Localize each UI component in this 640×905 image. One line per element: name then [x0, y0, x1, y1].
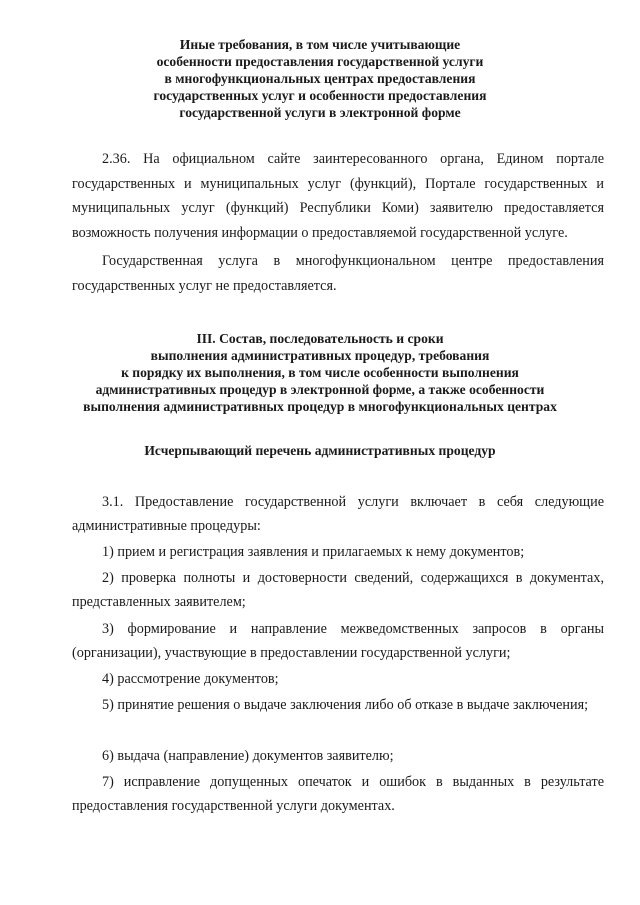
paragraph-2-36: 2.36. На официальном сайте заинтересованного органа, Едином портале государственных и муниципальных услуг (функций), Портале государственных и муниципальных услуг (функций) Республики Коми) заявителю предоставляется возможность получения информации о предоставляемой государственной услуге. — [72, 151, 604, 242]
heading-line: административных процедур в электронной форме, а также особенности — [95, 382, 545, 397]
list-item-7: 7) исправление допущенных опечаток и ошибок в выданных в результате предоставления государственной услуги документах. — [72, 774, 604, 815]
heading-line: к порядку их выполнения, в том числе особенности выполнения — [121, 365, 519, 380]
heading-line: III. Состав, последовательность и сроки — [196, 331, 444, 346]
paragraph-3-1: 3.1. Предоставление государственной услуги включает в себя следующие административные процедуры: — [72, 494, 604, 535]
heading-line: государственной услуги в электронной форме — [179, 105, 461, 120]
heading-line: государственных услуг и особенности предоставления — [153, 88, 487, 103]
list-item-2: 2) проверка полноты и достоверности сведений, содержащихся в документах, представленных заявителем; — [72, 570, 604, 611]
section-heading-iii — [40, 330, 600, 415]
heading-line: Иные требования, в том числе учитывающие — [179, 37, 461, 52]
list-item-4: 4) рассмотрение документов; — [102, 671, 279, 687]
heading-line: особенности предоставления государственной услуги — [156, 54, 484, 69]
section-heading-other-requirements — [60, 36, 580, 121]
list-item-3: 3) формирование и направление межведомственных запросов в органы (организации), участвующие в предоставлении государственной услуги; — [72, 621, 604, 662]
subsection-heading-procedures-list — [40, 442, 600, 459]
paragraph-mfc-not-provided: Государственная услуга в многофункциональном центре предоставления государственных услуг не предоставляется. — [72, 253, 604, 294]
heading-line: Исчерпывающий перечень административных процедур — [144, 443, 496, 458]
heading-line: в многофункциональных центрах предоставления — [164, 71, 476, 86]
heading-line: выполнения административных процедур, требования — [150, 348, 490, 363]
list-item-1: 1) прием и регистрация заявления и прилагаемых к нему документов; — [102, 544, 525, 560]
heading-line: выполнения административных процедур в многофункциональных центрах — [83, 399, 557, 414]
list-item-5: 5) принятие решения о выдаче заключения либо об отказе в выдаче заключения; — [102, 697, 589, 713]
list-item-6: 6) выдача (направление) документов заявителю; — [102, 748, 394, 764]
